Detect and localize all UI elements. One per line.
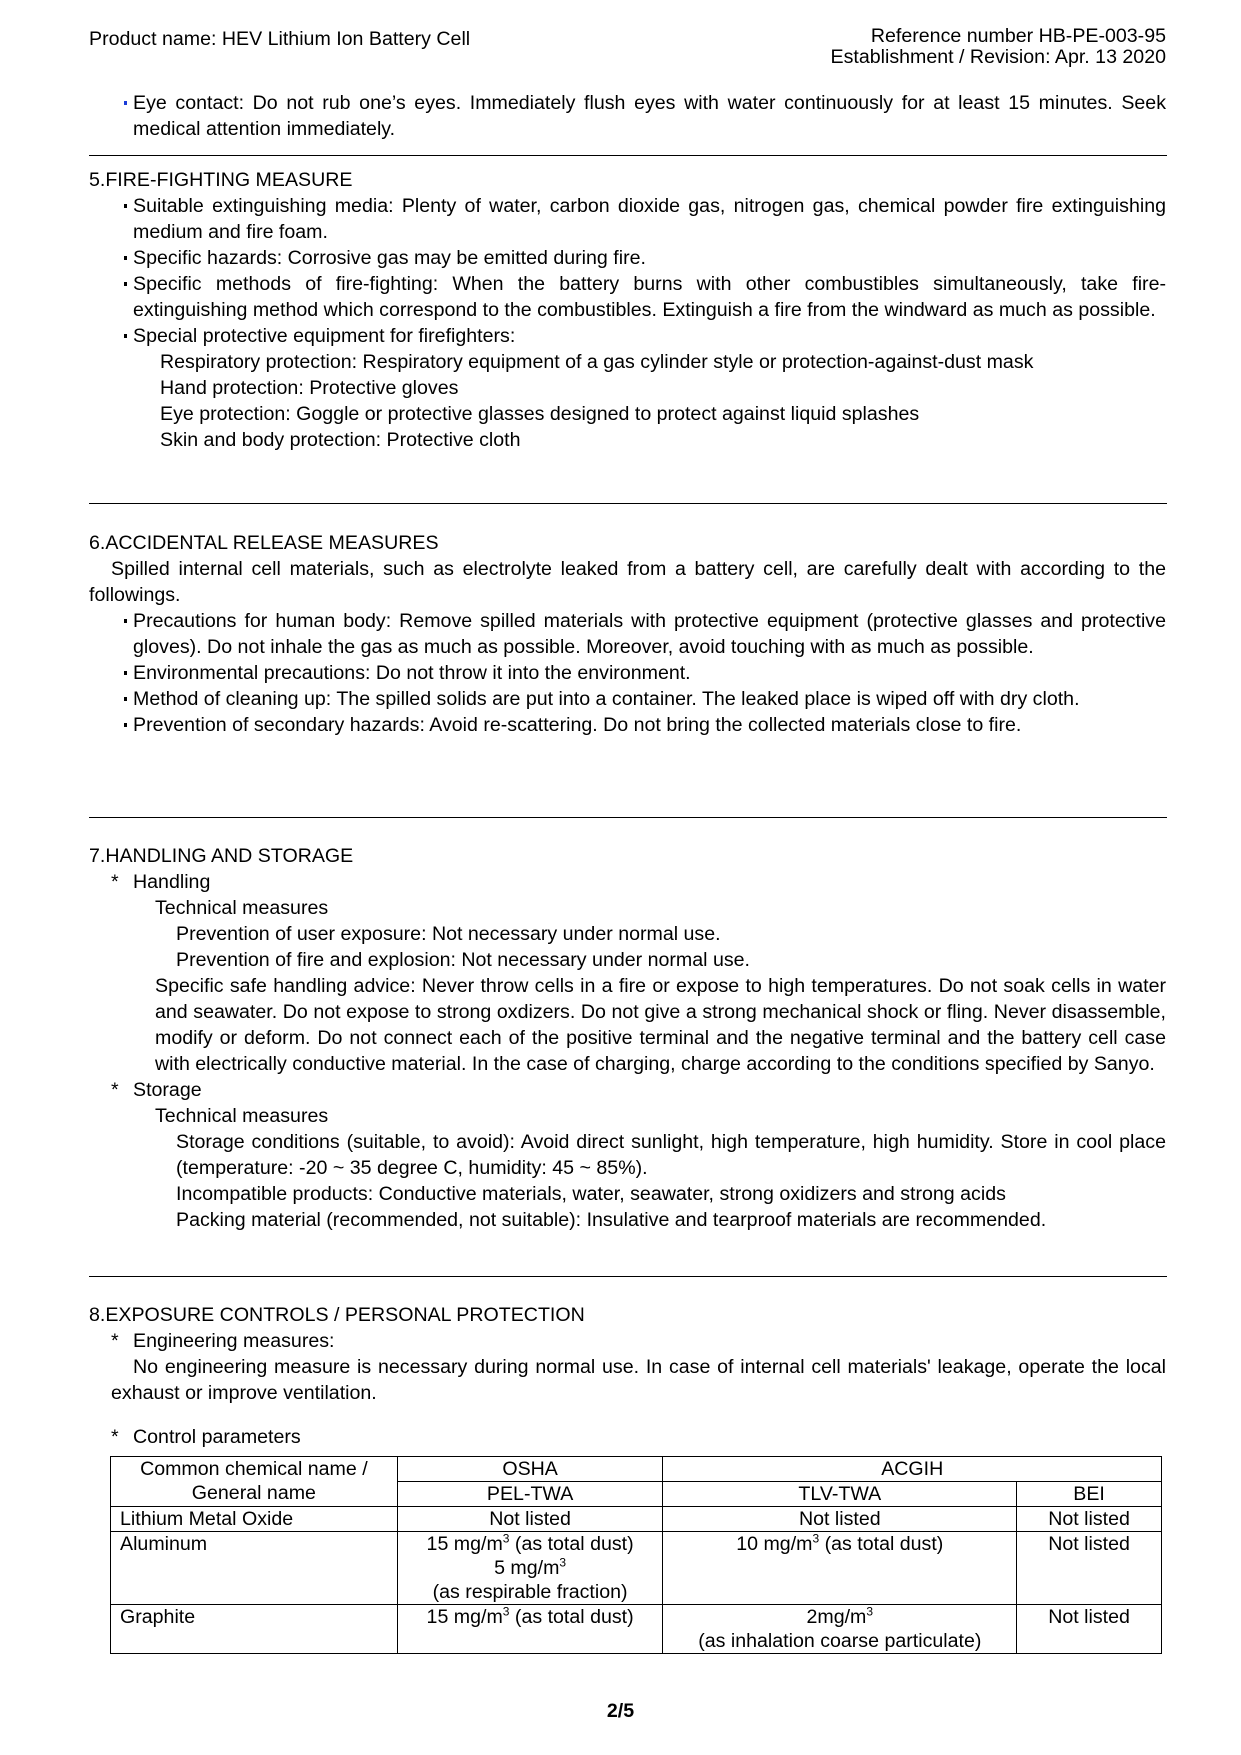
cell-name: Graphite xyxy=(111,1605,398,1654)
header-tlv-twa: TLV-TWA xyxy=(663,1482,1017,1507)
technical-measures-label: Technical measures xyxy=(155,1105,329,1127)
divider xyxy=(89,503,1167,504)
storage-heading xyxy=(89,1077,1166,1103)
list-item-text: Special protective equipment for firefighters: xyxy=(133,325,516,347)
list-item xyxy=(89,660,1166,686)
cell-pel: Not listed xyxy=(397,1507,663,1532)
value-text: 2mg/m xyxy=(806,1606,867,1628)
superscript: 3 xyxy=(866,1604,874,1619)
bullet-icon xyxy=(124,723,127,727)
asterisk-icon: * xyxy=(111,1426,119,1448)
handling-label: Handling xyxy=(133,871,211,893)
user-exposure: Prevention of user exposure: Not necessary under normal use. xyxy=(176,923,721,945)
asterisk-icon: * xyxy=(111,1330,119,1352)
asterisk-icon: * xyxy=(111,1079,119,1101)
control-parameters-table xyxy=(110,1456,1162,1654)
list-item-text: Environmental precautions: Do not throw it into the environment. xyxy=(133,662,691,684)
value-text: (as respirable fraction) xyxy=(432,1581,628,1603)
header-name xyxy=(111,1457,398,1507)
superscript: 3 xyxy=(502,1531,510,1546)
table-row xyxy=(111,1605,1162,1654)
product-name: Product name: HEV Lithium Ion Battery Cell xyxy=(89,28,471,50)
storage-conditions: Storage conditions (suitable, to avoid): Avoid direct sunlight, high temperature, high humidity. Store in cool place (temperature: -20 ~ 35 degree C, humidity: 45 ~ 85%). xyxy=(176,1131,1166,1179)
revision-date: Establishment / Revision: Apr. 13 2020 xyxy=(830,46,1166,68)
list-item xyxy=(89,323,1166,349)
ppe-item: Eye protection: Goggle or protective glasses designed to protect against liquid splashes xyxy=(160,403,920,425)
ppe-item: Hand protection: Protective gloves xyxy=(160,377,459,399)
handling-heading xyxy=(89,869,1166,895)
cell-tlv xyxy=(663,1605,1017,1654)
superscript: 3 xyxy=(812,1531,820,1546)
value-text: 5 mg/m xyxy=(494,1557,560,1579)
header-bei: BEI xyxy=(1017,1482,1162,1507)
engineering-heading xyxy=(89,1328,1166,1354)
list-item-text: Specific hazards: Corrosive gas may be emitted during fire. xyxy=(133,247,646,269)
bullet-icon xyxy=(124,256,127,260)
value-text: (as total dust) xyxy=(514,1533,634,1555)
header-acgih: ACGIH xyxy=(663,1457,1162,1482)
control-label: Control parameters xyxy=(133,1426,301,1448)
table-row xyxy=(111,1532,1162,1605)
cell-name: Lithium Metal Oxide xyxy=(111,1507,398,1532)
bullet-icon xyxy=(124,697,127,701)
list-item xyxy=(89,608,1166,660)
section-title: 6.ACCIDENTAL RELEASE MEASURES xyxy=(89,532,439,554)
divider xyxy=(89,817,1167,818)
list-item-text: Specific methods of fire-fighting: When the battery burns with other combustibles simultaneously, take fire-extinguishing method which correspond to the combustibles. Extinguish a fire from the windward as much as possible. xyxy=(133,273,1166,321)
superscript: 3 xyxy=(559,1555,567,1570)
superscript: 3 xyxy=(502,1604,510,1619)
list-item xyxy=(89,271,1166,323)
bullet-icon xyxy=(124,101,127,105)
ppe-list xyxy=(89,349,1166,453)
cell-bei: Not listed xyxy=(1017,1532,1162,1605)
cell-name: Aluminum xyxy=(111,1532,398,1605)
bullet-icon xyxy=(124,619,127,623)
incompatible-products: Incompatible products: Conductive materials, water, seawater, strong oxidizers and strong acids xyxy=(176,1183,1006,1205)
section-8 xyxy=(89,1302,1166,1450)
section-7 xyxy=(89,843,1166,1233)
list-item xyxy=(89,193,1166,245)
list-item-text: Eye contact: Do not rub one’s eyes. Immediately flush eyes with water continuously for at least 15 minutes. Seek medical attention immediately. xyxy=(133,92,1166,140)
technical-measures-label: Technical measures xyxy=(155,897,329,919)
ppe-item: Skin and body protection: Protective cloth xyxy=(160,429,521,451)
section-intro: Spilled internal cell materials, such as electrolyte leaked from a battery cell, are carefully dealt with according to the followings. xyxy=(89,558,1166,606)
bullet-icon xyxy=(124,282,127,286)
engineering-label: Engineering measures: xyxy=(133,1330,335,1352)
cell-tlv xyxy=(663,1532,1017,1605)
cell-pel xyxy=(397,1532,663,1605)
header-reference xyxy=(831,26,1166,68)
table-row xyxy=(111,1507,1162,1532)
divider xyxy=(89,155,1167,156)
asterisk-icon: * xyxy=(111,871,119,893)
list-item xyxy=(89,712,1166,738)
divider xyxy=(89,1276,1167,1277)
list-item-text: Method of cleaning up: The spilled solids are put into a container. The leaked place is wiped off with dry cloth. xyxy=(133,688,1080,710)
page-number: 2/5 xyxy=(606,1700,635,1722)
cell-tlv: Not listed xyxy=(663,1507,1017,1532)
cell-bei: Not listed xyxy=(1017,1605,1162,1654)
value-text: 15 mg/m xyxy=(426,1533,503,1555)
header-pel-twa: PEL-TWA xyxy=(397,1482,663,1507)
list-item xyxy=(89,686,1166,712)
list-item xyxy=(89,245,1166,271)
eye-contact-block xyxy=(89,90,1166,142)
value-text: (as inhalation coarse particulate) xyxy=(698,1630,982,1652)
section-6 xyxy=(89,530,1166,738)
bullet-icon xyxy=(124,334,127,338)
cell-pel xyxy=(397,1605,663,1654)
section-title: 5.FIRE-FIGHTING MEASURE xyxy=(89,169,353,191)
engineering-text: No engineering measure is necessary during normal use. In case of internal cell materials' leakage, operate the local exhaust or improve ventilation. xyxy=(111,1356,1166,1404)
cell-bei: Not listed xyxy=(1017,1507,1162,1532)
storage-label: Storage xyxy=(133,1079,202,1101)
bullet-icon xyxy=(124,671,127,675)
value-text: 15 mg/m xyxy=(426,1606,503,1628)
fire-explosion: Prevention of fire and explosion: Not necessary under normal use. xyxy=(176,949,750,971)
bullet-icon xyxy=(124,204,127,208)
list-item xyxy=(89,90,1166,142)
table-header-row xyxy=(111,1457,1162,1482)
packing-material: Packing material (recommended, not suitable): Insulative and tearproof materials are recommended. xyxy=(176,1209,1047,1231)
list-item-text: Prevention of secondary hazards: Avoid re-scattering. Do not bring the collected materials close to fire. xyxy=(133,714,1022,736)
section-title: 7.HANDLING AND STORAGE xyxy=(89,845,354,867)
value-text: (as total dust) xyxy=(824,1533,944,1555)
header-text: Common chemical name / xyxy=(140,1458,368,1480)
list-item-text: Suitable extinguishing media: Plenty of water, carbon dioxide gas, nitrogen gas, chemical powder fire extinguishing medium and fire foam. xyxy=(133,195,1166,243)
value-text: (as total dust) xyxy=(514,1606,634,1628)
value-text: 10 mg/m xyxy=(736,1533,813,1555)
header-text: General name xyxy=(191,1482,316,1504)
safe-handling-advice: Specific safe handling advice: Never throw cells in a fire or expose to high temperatures. Do not soak cells in water and seawater. Do not expose to strong oxdizers. Do not give a strong mechanical shock or fling. Never disassemble, modify or deform. Do not connect each of the positive terminal and the negative terminal and the battery cell case with electrically conductive material. In the case of charging, charge according to the conditions specified by Sanyo. xyxy=(155,975,1166,1075)
header-osha: OSHA xyxy=(397,1457,663,1482)
reference-number: Reference number HB-PE-003-95 xyxy=(870,25,1166,47)
control-heading xyxy=(89,1424,1166,1450)
list-item-text: Precautions for human body: Remove spilled materials with protective equipment (protective glasses and protective gloves). Do not inhale the gas as much as possible. Moreover, avoid touching with as much as possible. xyxy=(133,610,1166,658)
ppe-item: Respiratory protection: Respiratory equipment of a gas cylinder style or protection-against-dust mask xyxy=(160,351,1034,373)
section-title: 8.EXPOSURE CONTROLS / PERSONAL PROTECTION xyxy=(89,1304,585,1326)
section-5 xyxy=(89,167,1166,453)
